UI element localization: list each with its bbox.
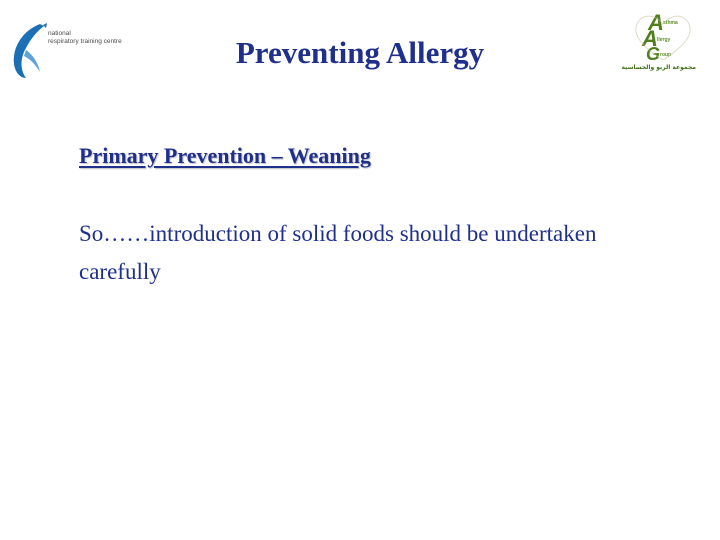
aag-word-2: llergy: [657, 37, 671, 43]
nrtc-logo: [10, 20, 145, 82]
nrtc-logo-line2: respiratory training centre: [48, 37, 122, 45]
nrtc-logo-text: [48, 30, 122, 45]
aag-letter-a1: A: [648, 10, 664, 35]
aag-logo: [621, 10, 698, 74]
slide-body-text: So……introduction of solid foods should be undertaken carefully: [79, 221, 597, 284]
aag-letter-g: G: [646, 44, 661, 64]
slide-subtitle: Primary Prevention – Weaning: [79, 143, 371, 168]
aag-letter-a2: A: [642, 26, 658, 51]
aag-heart-outline-icon: [628, 10, 698, 64]
slide-title: Preventing Allergy: [235, 35, 485, 70]
aag-arabic-text: مجموعة الربو والحساسية: [621, 64, 696, 71]
nrtc-swoosh-icon: [10, 20, 50, 82]
aag-word-3: roup: [660, 52, 672, 58]
aag-word-1: sthma: [663, 20, 678, 26]
nrtc-logo-line1: national: [48, 30, 71, 37]
